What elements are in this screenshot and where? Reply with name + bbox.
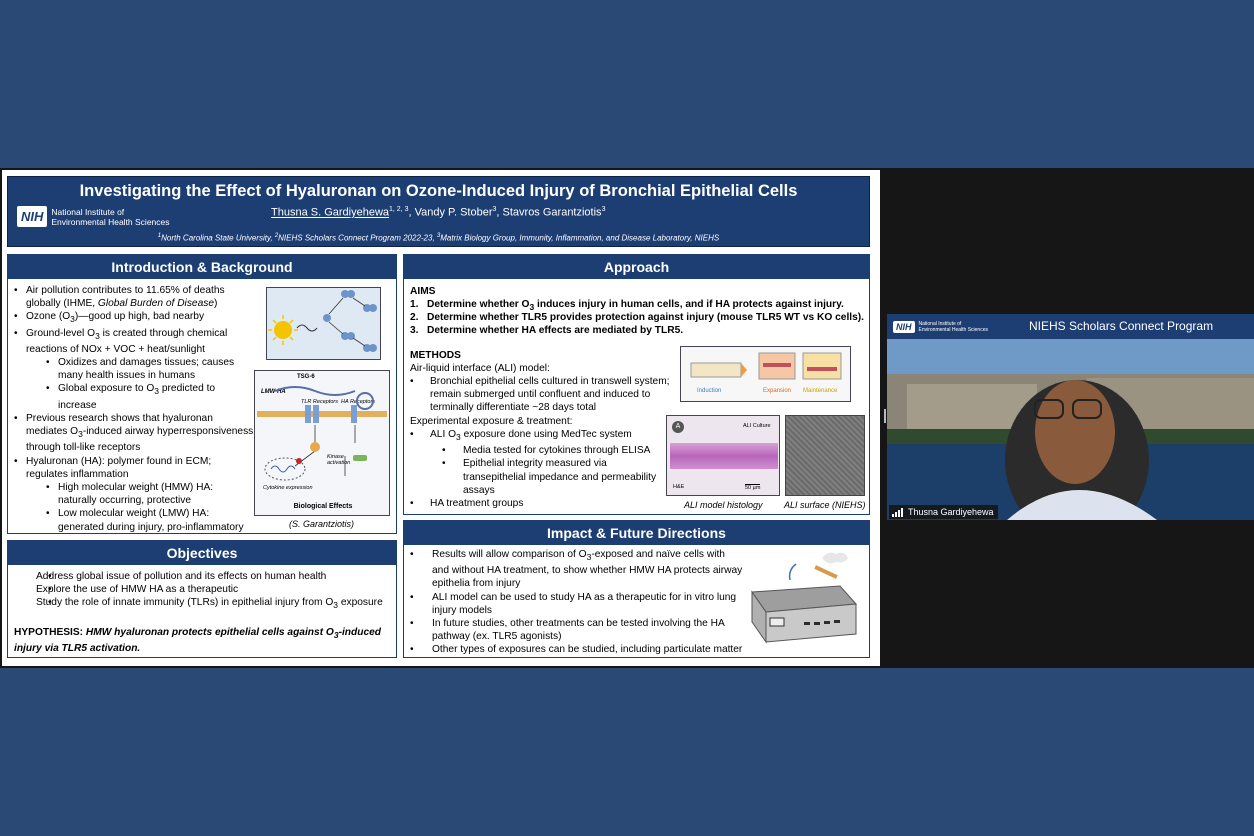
objectives-heading: Objectives [8, 541, 396, 565]
ha-receptor-icon [357, 393, 373, 409]
methods-list-1 [410, 375, 676, 415]
list-item: • In future studies, other treatments can be tested involving the HA pathway (ex. TLR5 agonists) [410, 617, 744, 643]
author-3: Stavros Garantziotis [502, 206, 602, 219]
intro-bullets [14, 284, 254, 534]
aim-1: 1. Determine whether $O_3$ induces injury in human cells, and if HA protects against injury. [410, 299, 844, 313]
list-item: • Ground-level $O_3$ is created through chemical reactions of NOx + VOC + heat/sunlight [14, 327, 254, 356]
list-item: • Oxidizes and damages tissues; causes many health issues in humans [14, 356, 254, 382]
exposure-chamber-art [744, 548, 864, 646]
receptor-pathway-figure [254, 370, 390, 516]
impact-list [410, 548, 744, 657]
methods-label: METHODS [410, 350, 461, 361]
signal-arrows-icon [295, 425, 355, 476]
exposure-chamber-image [744, 548, 864, 646]
ozone-diagram-art [267, 288, 380, 359]
ali-surface-image [785, 415, 865, 496]
tissue-layer [670, 443, 778, 469]
molecule-icons [323, 290, 377, 352]
ali-model-label: Air-liquid interface (ALI) model: [410, 363, 550, 374]
objectives-list [14, 570, 386, 613]
list-item: • Air pollution contributes to 11.65% of deaths globally (IHME, Global Burden of Disease) [14, 284, 254, 310]
aim-3: 3. Determine whether HA effects are mediated by TLR5. [410, 325, 684, 336]
list-item: • Address global issue of pollution and its effects on human health [14, 570, 386, 583]
nih-logo [17, 206, 170, 227]
program-title: NIEHS Scholars Connect Program [1029, 319, 1214, 333]
list-item: • ALI $O_3$ exposure done using MedTec system [410, 428, 664, 444]
ali-histology-image [666, 415, 780, 496]
video-nih-logo: NIH National Institute of Environmental Health Sciences [893, 321, 988, 333]
list-item: • Previous research shows that hyaluronan mediates $O_3$-induced airway hyperresponsiveness through toll-like receptors [14, 412, 254, 455]
arrow-icon [790, 564, 796, 580]
cytokine-label: Cytokine expression [263, 485, 313, 491]
list-item: • Results will allow comparison of $O_3$-exposed and naïve cells with and without HA treatment, to show whether HMW HA protects airway epithelia from injury [410, 548, 744, 591]
participant-video-tile[interactable] [887, 314, 1254, 520]
methods-list-2 [410, 428, 664, 510]
author-list: Thusna S. Gardiyehewa$^{1, 2, 3}$, Vandy P. Stober$^3$, Stavros Garantziotis$^3$ [271, 206, 606, 219]
poster-title: Investigating the Effect of Hyaluronan on Ozone-Induced Injury of Bronchial Epithelial Cells [79, 182, 798, 200]
intro-heading: Introduction & Background [8, 255, 396, 279]
aims-label: AIMS [410, 286, 436, 297]
ha-receptors-label: HA Receptors [341, 399, 376, 405]
caption-surface: ALI surface (NIEHS) [784, 500, 866, 510]
transcription-marker-icon [296, 458, 302, 464]
list-item: • Ozone $(O_3)—good$ up high, bad nearby [14, 310, 254, 326]
ali-stages-art [681, 347, 850, 387]
ha-chain-icon [275, 387, 355, 395]
aim-2: 2. Determine whether TLR5 provides protection against injury (mouse TLR5 WT vs KO cells). [410, 312, 865, 323]
virtual-background [887, 314, 1254, 520]
approach-heading: Approach [404, 255, 869, 279]
scale-bar-label: 50 µm [745, 485, 761, 491]
panel-resize-handle[interactable] [884, 409, 886, 423]
stage-induction: Induction [697, 388, 722, 394]
author-2: Vandy P. Stober [414, 206, 493, 219]
list-item: • Epithelial integrity measured via transepithelial impedance and permeability assays [410, 457, 664, 497]
cigarette-icon [814, 565, 837, 579]
participant-name: Thusna Gardiyehewa [908, 507, 994, 517]
list-item: • High molecular weight (HMW) HA: naturally occurring, protective [14, 481, 254, 507]
nih-institute-name: National Institute of Environmental Health Sciences [51, 206, 170, 227]
figure-credit: (S. Garantziotis) [289, 519, 355, 529]
tlr-receptors-label: TLR Receptors [301, 399, 338, 405]
stage-maintenance: Maintenance [803, 388, 838, 394]
poster-header [7, 176, 870, 247]
participant-face [1035, 380, 1115, 484]
he-stain-label: H&E [673, 484, 685, 490]
membrane-icon [257, 411, 387, 417]
list-item: • HA treatment groups [410, 497, 664, 510]
exposure-label: Experimental exposure & treatment: [410, 416, 573, 427]
video-nih-logo-mark: NIH [893, 321, 915, 333]
list-item: • Explore the use of HMW HA as a therapeutic [14, 583, 386, 596]
nih-logo-mark: NIH [17, 206, 47, 227]
smoke-icon [822, 553, 848, 564]
kinase-label: Kinase activation [327, 454, 351, 466]
connection-signal-icon [892, 507, 904, 517]
impact-heading: Impact & Future Directions [404, 521, 869, 545]
author-1: Thusna S. Gardiyehewa [271, 206, 390, 219]
signal-protein-icon [310, 442, 320, 452]
list-item: • Global exposure to $O_3$ predicted to increase [14, 382, 254, 411]
affiliations: $^1$North Carolina State University, $^2$NIEHS Scholars Connect Program 2022-23, $^3$Matrix Biology Group, Immunity, Inflammation, and Disease Laboratory, NIEHS [157, 233, 720, 243]
ali-stages-figure [680, 346, 851, 402]
ozone-diagram [266, 287, 381, 360]
receptor-pathway-art [255, 381, 389, 491]
list-item: • Bronchial epithelial cells cultured in transwell system; remain submerged until confluent and induced to terminally differentiate ~28 days total [410, 375, 676, 415]
ali-culture-label: ALI Culture [743, 423, 771, 429]
participant-name-badge [889, 505, 998, 519]
dna-icon [271, 466, 295, 472]
list-item: • Other types of exposures can be studied, including particulate matter [410, 643, 744, 656]
list-item: • Media tested for cytokines through ELISA [410, 444, 664, 457]
lmw-ha-label: LMW-HA [261, 389, 286, 395]
list-item: • Hyaluronan (HA): polymer found in ECM; regulates inflammation [14, 455, 254, 481]
tsg6-label: TSG-6 [297, 374, 315, 380]
biological-effects-label: Biological Effects [293, 503, 353, 510]
hypothesis: HYPOTHESIS: HMW hyaluronan protects epithelial cells against $O_3$-induced injury via TLR5 activation. [14, 627, 382, 655]
list-item: • ALI model can be used to study HA as a therapeutic for in vitro lung injury models [410, 591, 744, 617]
list-item: • Low molecular weight (LMW) HA: generated during injury, pro-inflammatory [14, 507, 254, 533]
list-item: • Study the role of innate immunity (TLRs) in epithelial injury from $O_3$ exposure [14, 596, 386, 612]
panel-a-badge: A [672, 421, 684, 433]
chamber-label-plate [770, 618, 784, 626]
light-wave-icon [297, 325, 317, 331]
sun-icon [274, 321, 292, 339]
caption-histology: ALI model histology [684, 500, 763, 510]
stage-expansion: Expansion [763, 388, 792, 394]
